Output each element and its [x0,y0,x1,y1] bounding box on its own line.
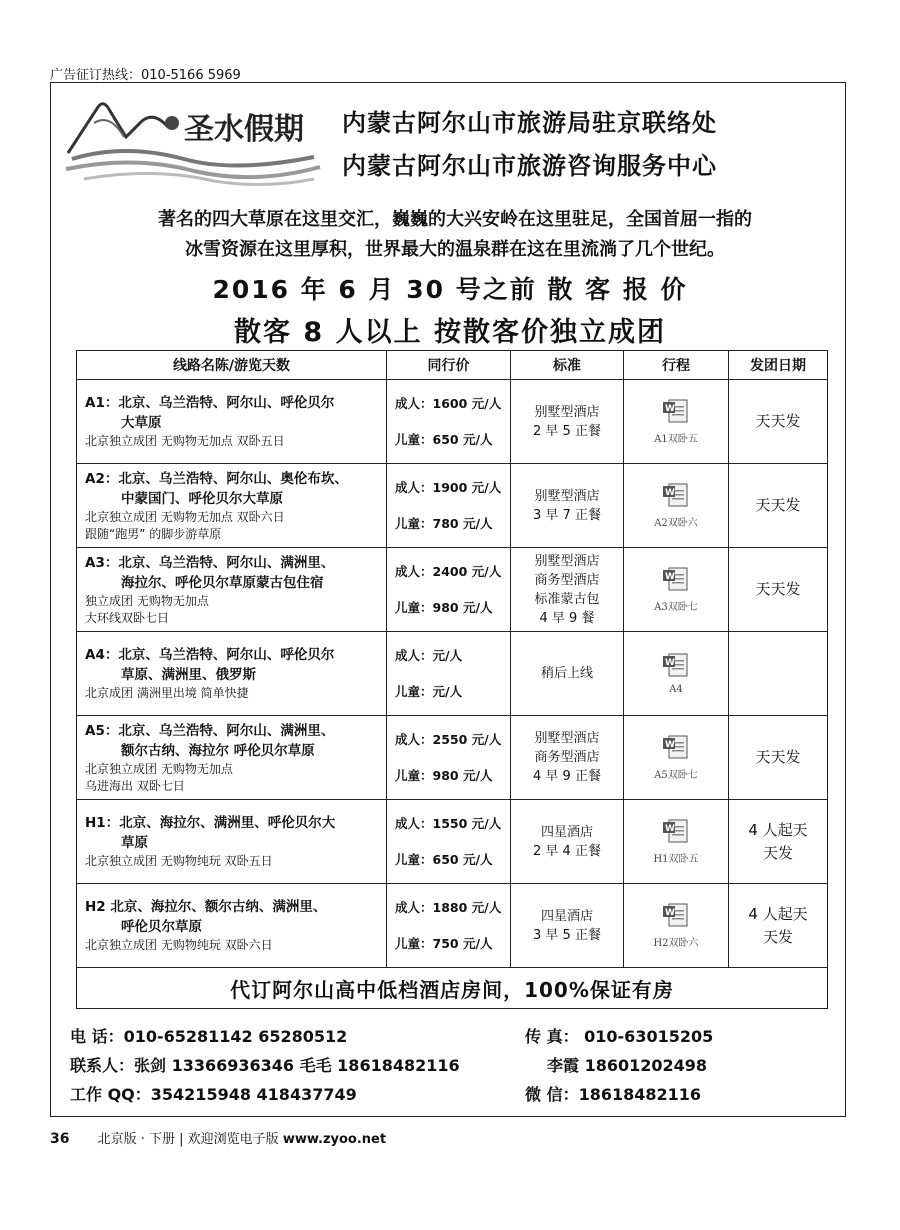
route-note-2: 跟随“跑男” 的脚步游草原 [85,526,222,541]
route-note-1: 北京独立成团 无购物无加点 双卧五日 [85,434,285,448]
group-headline: 散客 8 人以上 按散客价独立成团 [234,317,666,348]
route-cell [77,380,387,464]
standard-line-3: 标准蒙古包 [534,591,600,607]
standard-line-3: 4 早 9 正餐 [533,769,601,784]
word-document-icon[interactable] [661,734,691,760]
adult-price: 成人：1600 元/人 [395,395,502,411]
standard-cell [511,716,624,800]
route-price-table [76,350,828,1009]
child-price: 儿童：650 元/人 [395,851,493,867]
adult-price: 成人：1900 元/人 [395,479,502,495]
logo-text: 圣水假期 [184,112,304,147]
route-cell [77,632,387,716]
adult-price: 成人：元/人 [395,647,463,663]
child-price: 儿童：780 元/人 [395,515,493,531]
departure-line-1: 天天发 [755,412,801,430]
intro-line-2: 冰雪资源在这里厚积，世界最大的温泉群在这在里流淌了几个世纪。 [185,239,725,260]
table-row [77,884,828,968]
price-cell [387,632,511,716]
standard-line-1: 别墅型酒店 [534,404,600,420]
route-name-line-1: H2 北京、海拉尔、额尔古纳、满洲里、 [85,899,327,915]
price-cell [387,884,511,968]
route-note-1: 北京独立成团 无购物纯玩 双卧六日 [85,938,273,952]
route-name-line-1: A1：北京、乌兰浩特、阿尔山、呼伦贝尔 [85,395,335,411]
itinerary-file-label[interactable]: A3双卧七 [654,602,698,613]
footer-text: 北京版 · 下册 | 欢迎浏览电子版 [97,1132,283,1147]
col-header-price: 同行价 [387,351,511,380]
page-footer [50,1128,386,1147]
departure-line-1: 天天发 [755,496,801,514]
adult-price: 成人：2400 元/人 [395,563,502,579]
standard-line-2: 商务型酒店 [534,750,600,765]
child-price: 儿童：元/人 [395,683,463,699]
route-name-line-2: 草原、满洲里、俄罗斯 [121,667,256,683]
standard-line-2: 3 早 5 正餐 [533,927,601,943]
standard-cell [511,800,624,884]
intro-line-1: 著名的四大草原在这里交汇，巍巍的大兴安岭在这里驻足，全国首屈一指的 [158,209,752,230]
itinerary-cell[interactable] [624,716,729,800]
itinerary-file-label[interactable]: A1双卧五 [654,434,698,445]
adult-price: 成人：1880 元/人 [395,899,502,915]
contact-people: 联系人：张剑 13366936346 毛毛 18618482116 [70,1056,460,1075]
hotel-booking-banner: 代订阿尔山高中低档酒店房间，100%保证有房 [77,968,828,1009]
route-name-line-1: A5：北京、乌兰浩特、阿尔山、满洲里、 [85,722,335,739]
route-cell [77,464,387,548]
price-cell [387,380,511,464]
word-document-icon[interactable] [661,566,691,592]
route-cell [77,800,387,884]
departure-line-1: 天天发 [755,748,801,766]
standard-line-2: 2 早 5 正餐 [533,423,601,439]
shengshui-logo [64,93,324,189]
price-headline: 2016 年 6 月 30 号之前 散 客 报 价 [212,275,688,304]
page-number: 36 [50,1131,70,1147]
route-note-1: 北京独立成团 无购物纯玩 双卧五日 [85,854,273,868]
route-name-line-1: H1：北京、海拉尔、满洲里、呼伦贝尔大 [85,815,336,831]
table-row [77,716,828,800]
departure-cell [729,884,828,968]
standard-line-1: 别墅型酒店 [534,553,600,569]
footer-url[interactable]: www.zyoo.net [282,1132,387,1147]
itinerary-cell[interactable] [624,380,729,464]
route-cell [77,884,387,968]
standard-cell [511,464,624,548]
itinerary-cell[interactable] [624,800,729,884]
word-document-icon[interactable] [661,902,691,928]
contact-person-3: 李霞 18601202498 [547,1056,708,1075]
word-document-icon[interactable] [661,652,691,678]
table-row [77,464,828,548]
mountain-wave-logo-icon [64,93,324,189]
departure-line-1: 4 人起天 [748,820,808,839]
price-cell [387,464,511,548]
child-price: 儿童：650 元/人 [395,431,493,447]
price-cell [387,800,511,884]
standard-line-1: 四星酒店 [540,908,593,924]
route-name-line-2: 呼伦贝尔草原 [121,919,202,935]
route-note-2: 乌进海出 双卧七日 [85,778,185,793]
word-document-icon[interactable] [661,398,691,424]
departure-line-1: 4 人起天 [748,904,808,923]
table-row [77,380,828,464]
org-name-1: 内蒙古阿尔山市旅游局驻京联络处 [342,109,717,137]
route-name-line-2: 大草原 [121,415,162,431]
route-name-line-2: 中蒙国门、呼伦贝尔大草原 [121,490,283,507]
adult-price: 成人：1550 元/人 [395,815,502,831]
svg-text:W: W [665,404,675,414]
standard-cell [511,380,624,464]
standard-line-1: 别墅型酒店 [534,488,600,504]
route-name-line-2: 海拉尔、呼伦贝尔草原蒙古包住宿 [121,574,324,591]
departure-cell [729,632,828,716]
svg-text:W: W [665,740,675,750]
table-row [77,548,828,632]
standard-line-2: 2 早 4 正餐 [533,843,601,859]
departure-line-2: 天发 [762,843,793,862]
departure-cell [729,716,828,800]
standard-line-1: 四星酒店 [540,824,593,840]
col-header-route: 线路名陈/游览天数 [77,351,387,380]
col-header-departure: 发团日期 [729,351,828,380]
phone-line: 电 话：010-65281142 65280512 [70,1027,348,1046]
departure-cell [729,800,828,884]
route-name-line-1: A2：北京、乌兰浩特、阿尔山、奥伦布坎、 [85,470,348,487]
qq-line: 工作 QQ：354215948 418437749 [70,1085,357,1104]
route-cell [77,716,387,800]
departure-line-1: 天天发 [755,580,801,598]
word-document-icon[interactable] [661,818,691,844]
wechat-line: 微 信：18618482116 [525,1085,702,1104]
standard-line-4: 4 早 9 餐 [539,610,595,626]
itinerary-cell[interactable] [624,548,729,632]
itinerary-file-label[interactable]: A2双卧六 [654,518,698,529]
child-price: 儿童：980 元/人 [395,599,493,615]
svg-text:W: W [665,572,675,582]
itinerary-file-label[interactable]: A5双卧七 [654,770,698,781]
itinerary-cell[interactable] [624,464,729,548]
svg-text:W: W [665,488,675,498]
route-name-line-2: 草原 [121,835,148,851]
table-row [77,800,828,884]
route-cell [77,548,387,632]
itinerary-file-label[interactable]: A4 [669,684,683,695]
adult-price: 成人：2550 元/人 [395,731,502,747]
table-row [77,632,828,716]
itinerary-cell[interactable] [624,632,729,716]
ad-hotline: 广告征订热线：010-5166 5969 [50,68,241,83]
departure-cell [729,464,828,548]
itinerary-cell[interactable] [624,884,729,968]
svg-text:W: W [665,824,675,834]
price-cell [387,716,511,800]
svg-text:W: W [665,908,675,918]
col-header-itinerary: 行程 [624,351,729,380]
route-note-1: 北京成团 满洲里出境 简单快捷 [85,686,249,700]
col-header-standard: 标准 [511,351,624,380]
standard-cell [511,632,624,716]
departure-line-2: 天发 [762,927,793,946]
standard-cell [511,884,624,968]
standard-line-2: 3 早 7 正餐 [533,507,601,523]
standard-line-1: 稍后上线 [540,666,593,681]
route-name-line-1: A3：北京、乌兰浩特、阿尔山、满洲里、 [85,554,335,571]
svg-text:W: W [665,658,675,668]
route-note-1: 北京独立成团 无购物无加点 [85,761,233,776]
standard-cell [511,548,624,632]
org-name-2: 内蒙古阿尔山市旅游咨询服务中心 [342,152,717,180]
route-name-line-2: 额尔古纳、海拉尔 呼伦贝尔草原 [121,742,315,759]
departure-cell [729,548,828,632]
route-note-1: 独立成团 无购物无加点 [85,593,209,608]
standard-line-1: 别墅型酒店 [534,731,600,746]
route-note-1: 北京独立成团 无购物无加点 双卧六日 [85,509,285,524]
child-price: 儿童：750 元/人 [395,935,493,951]
route-name-line-1: A4：北京、乌兰浩特、阿尔山、呼伦贝尔 [85,647,335,663]
word-document-icon[interactable] [661,482,691,508]
standard-line-2: 商务型酒店 [534,572,600,588]
itinerary-file-label[interactable]: H2双卧六 [653,938,699,949]
price-cell [387,548,511,632]
departure-cell [729,380,828,464]
route-note-2: 大环线双卧七日 [85,610,170,625]
child-price: 儿童：980 元/人 [395,767,493,783]
itinerary-file-label[interactable]: H1双卧五 [653,854,699,865]
fax-line: 传 真： 010-63015205 [525,1027,714,1046]
